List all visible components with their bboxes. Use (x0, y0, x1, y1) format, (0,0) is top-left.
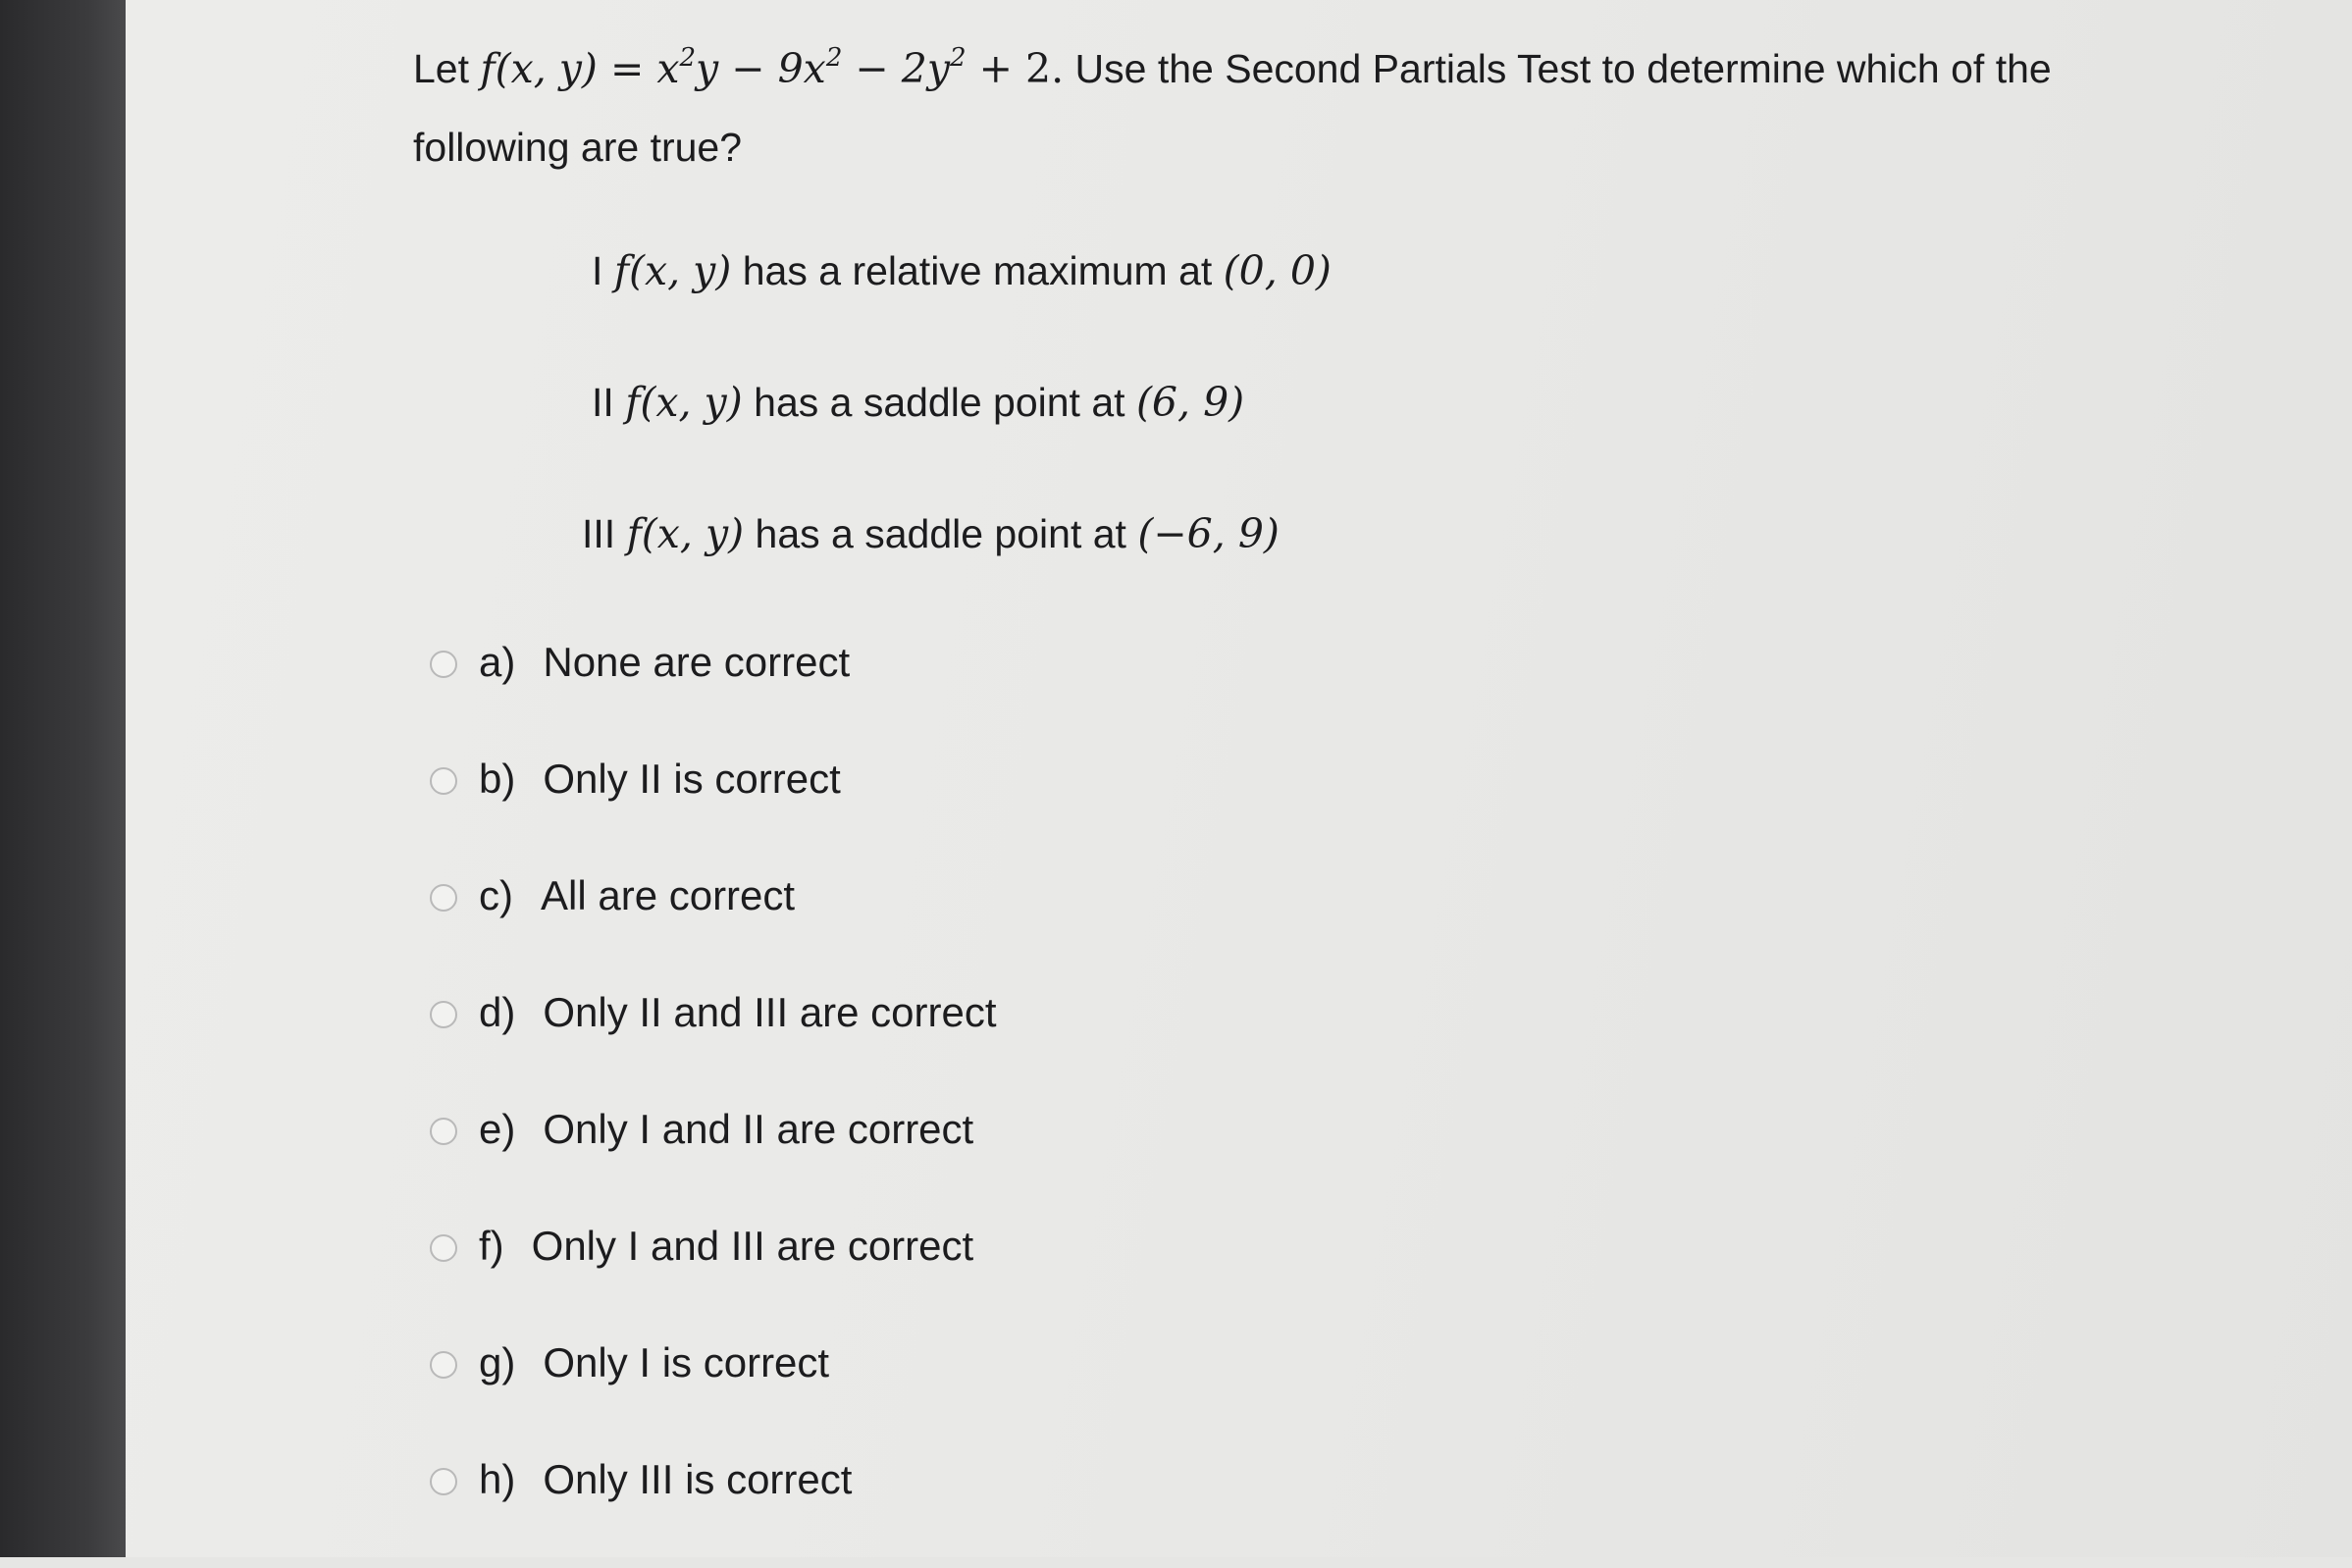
statement-numeral: III (582, 511, 616, 556)
radio-button[interactable] (430, 1468, 457, 1495)
option-c[interactable] (430, 867, 997, 984)
radio-button[interactable] (430, 651, 457, 678)
statement-function: f(x, y) (625, 379, 743, 426)
option-letter: a) (479, 639, 516, 685)
option-label: All are correct (541, 872, 796, 918)
question-prefix: Let (413, 46, 469, 91)
statement-function: f(x, y) (613, 247, 732, 294)
option-label: None are correct (543, 639, 851, 685)
option-g[interactable] (430, 1334, 997, 1451)
option-a[interactable] (430, 634, 997, 751)
statement-point: (6, 9) (1135, 379, 1245, 426)
statement-point: (−6, 9) (1137, 510, 1280, 557)
option-letter: h) (479, 1456, 516, 1502)
question-function: f(x, $y) = x^2y - 9x^2 - 2y^2 + 2$. (480, 43, 1065, 92)
statement-function: f(x, y) (626, 510, 745, 557)
option-label: Only I and II are correct (543, 1106, 974, 1152)
question-text (413, 29, 2160, 186)
option-f[interactable] (430, 1218, 997, 1334)
statement-ii (592, 377, 1244, 428)
radio-button[interactable] (430, 1118, 457, 1145)
statement-text: has a saddle point at (755, 511, 1126, 556)
statement-numeral: I (592, 248, 603, 293)
option-letter: c) (479, 872, 513, 918)
radio-button[interactable] (430, 1351, 457, 1379)
option-letter: f) (479, 1223, 504, 1269)
radio-button[interactable] (430, 1234, 457, 1262)
radio-button[interactable] (430, 767, 457, 795)
option-label: Only I is correct (543, 1339, 830, 1385)
option-e[interactable] (430, 1101, 997, 1218)
question-suffix: Use the Second Partials Test to determine which of the following are true? (413, 46, 2052, 170)
statement-numeral: II (592, 380, 614, 425)
radio-button[interactable] (430, 1001, 457, 1028)
statement-text: has a relative maximum at (742, 248, 1213, 293)
option-h[interactable] (430, 1451, 997, 1568)
statement-text: has a saddle point at (754, 380, 1125, 425)
option-b[interactable] (430, 751, 997, 867)
option-letter: g) (479, 1339, 516, 1385)
statement-i (592, 245, 1332, 296)
option-label: Only III is correct (543, 1456, 853, 1502)
answer-options (430, 634, 997, 1568)
option-d[interactable] (430, 984, 997, 1101)
screen-bezel (0, 0, 126, 1557)
statement-point: (0, 0) (1223, 247, 1332, 294)
option-letter: d) (479, 989, 516, 1035)
statement-iii (582, 508, 1280, 559)
radio-button[interactable] (430, 884, 457, 912)
option-label: Only I and III are correct (531, 1223, 974, 1269)
option-label: Only II is correct (543, 756, 841, 802)
option-letter: b) (479, 756, 516, 802)
option-label: Only II and III are correct (543, 989, 997, 1035)
option-letter: e) (479, 1106, 516, 1152)
